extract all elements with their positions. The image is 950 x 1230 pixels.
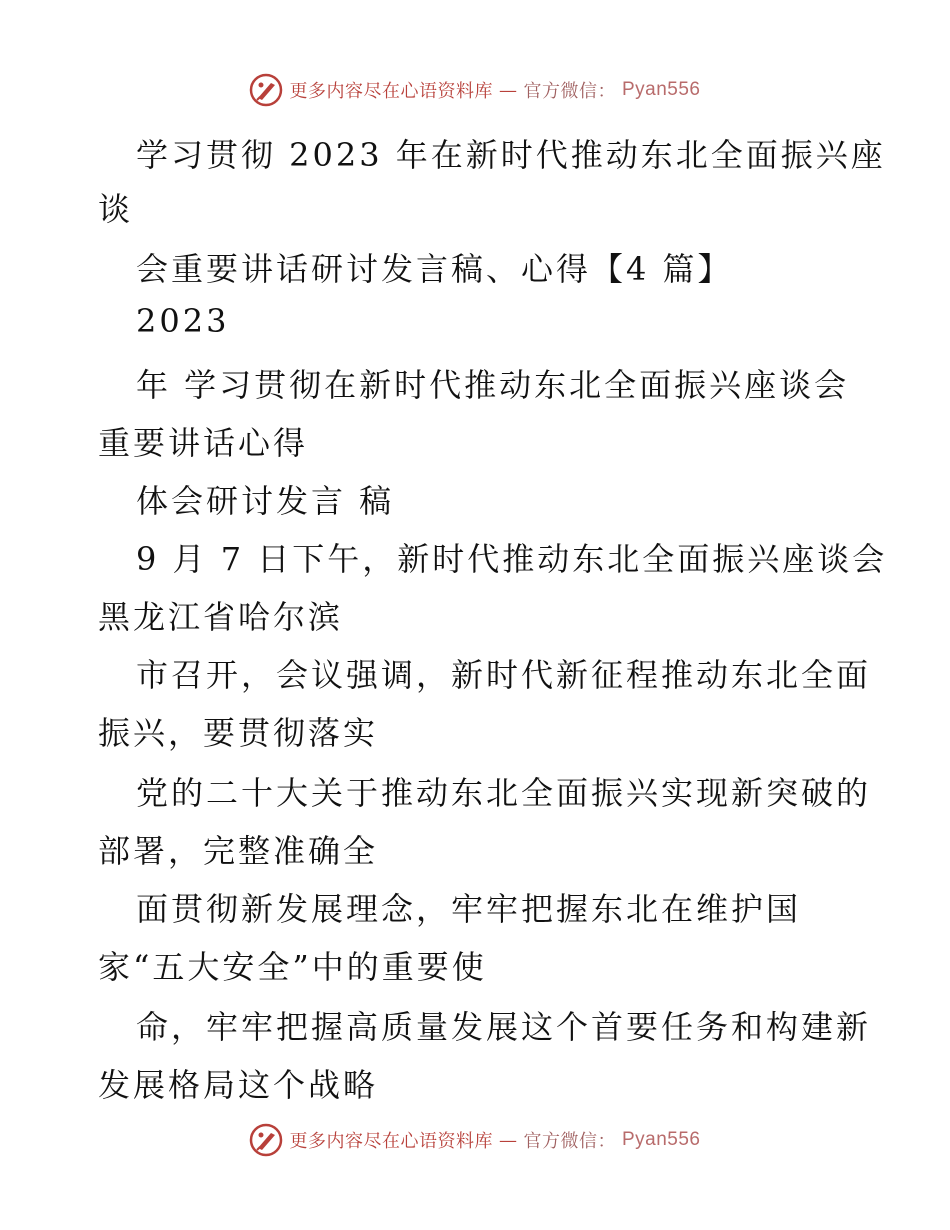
text-line: 部署，完整准确全 <box>98 832 379 870</box>
text-line: 谈 <box>98 190 134 228</box>
watermark-wechat-id: Pyan556 <box>621 79 701 100</box>
text-line: 重要讲话心得 <box>98 424 309 462</box>
text-line: 发展格局这个战略 <box>98 1066 379 1104</box>
text-line: 命，牢牢把握高质量发展这个首要任务和构建新 <box>136 1008 872 1046</box>
watermark-dash: — <box>498 1129 518 1151</box>
text-line: 振兴，要贯彻落实 <box>98 714 379 752</box>
text-line: 面贯彻新发展理念，牢牢把握东北在维护国 <box>136 890 802 928</box>
watermark-wechat-label: 官方微信： <box>523 81 616 102</box>
text-line: 学习贯彻 2023 年在新时代推动东北全面振兴座 <box>136 136 886 174</box>
text-line: 市召开，会议强调，新时代新征程推动东北全面 <box>136 656 872 694</box>
text-line: 2023 <box>136 302 230 340</box>
text-line: 会重要讲话研讨发言稿、心得【4 篇】 <box>136 250 733 288</box>
text-line: 黑龙江省哈尔滨 <box>98 598 344 636</box>
watermark-header <box>0 70 950 110</box>
text-line: 年 学习贯彻在新时代推动东北全面振兴座谈会 <box>136 366 850 404</box>
quill-logo-icon <box>249 73 283 107</box>
watermark-main-text: 更多内容尽在心语资料库 <box>289 1131 493 1152</box>
watermark-wechat-label: 官方微信： <box>523 1131 616 1152</box>
watermark-wechat-id: Pyan556 <box>621 1129 701 1150</box>
watermark-footer <box>0 1120 950 1160</box>
text-line: 党的二十大关于推动东北全面振兴实现新突破的 <box>136 774 872 812</box>
text-line: 体会研讨发言 稿 <box>136 482 395 520</box>
text-line: 9 月 7 日下午，新时代推动东北全面振兴座谈会 <box>136 540 888 578</box>
watermark-main-text: 更多内容尽在心语资料库 <box>289 81 493 102</box>
quill-logo-icon <box>249 1123 283 1157</box>
watermark-dash: — <box>498 79 518 101</box>
text-line: 家“五大安全”中的重要使 <box>98 948 487 986</box>
